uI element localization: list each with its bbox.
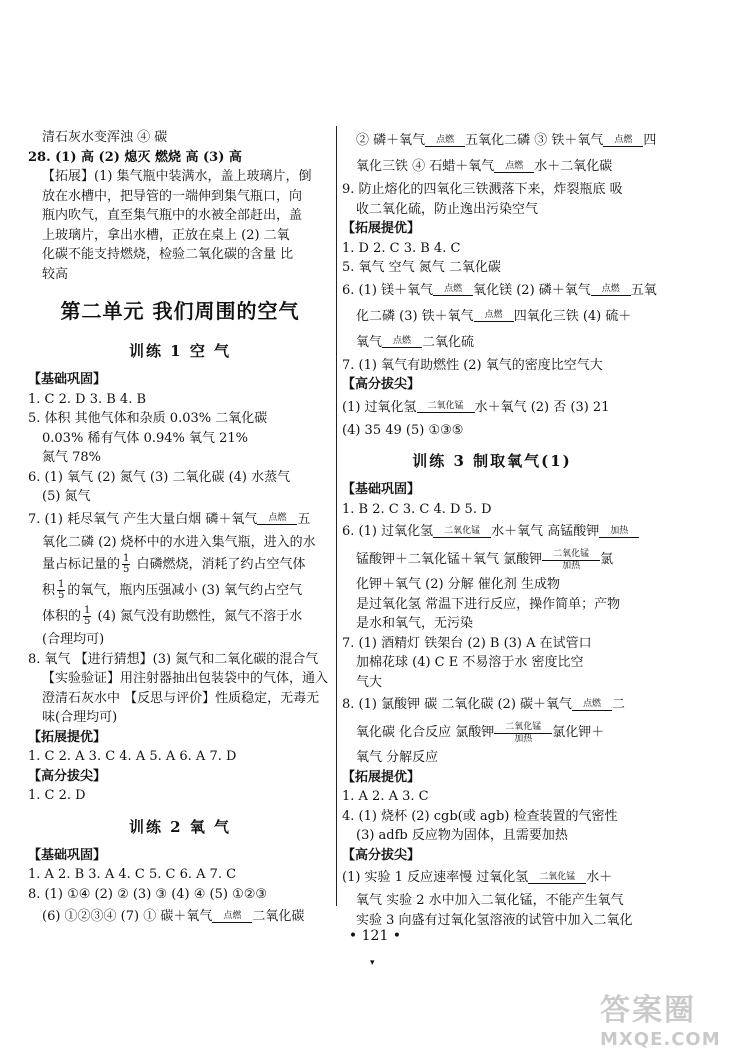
text-line: 瓶内吹气，直至集气瓶中的水被全部赶出，盖 bbox=[42, 208, 303, 223]
unit-title: 第二单元 我们周围的空气 bbox=[60, 299, 300, 323]
reaction-line bbox=[28, 904, 332, 930]
fraction-line bbox=[28, 604, 332, 630]
section-label: 【高分拔尖】 bbox=[342, 847, 421, 863]
text-line: 澄清石灰水中 【反思与评价】性质稳定，无毒无 bbox=[42, 690, 320, 706]
text-fragment: 二氧化碳 bbox=[252, 909, 305, 924]
text-fragment: 6. (1) 镁＋氧气 bbox=[342, 282, 434, 298]
reaction-condition: 二氧化锰 bbox=[539, 871, 576, 882]
text-line: 收二氧化硫，防止逸出污染空气 bbox=[356, 201, 539, 217]
text-line: 氮气 78% bbox=[42, 450, 102, 465]
reaction-condition-below: 加热 bbox=[514, 733, 533, 744]
text-fragment: 6. (1) 过氧化氢 bbox=[342, 524, 434, 539]
fraction-line bbox=[28, 578, 332, 604]
reaction-bar bbox=[603, 146, 643, 147]
column-divider bbox=[336, 126, 337, 906]
text-fragment: 五氧 bbox=[630, 282, 657, 298]
text-line: 28. (1) 高 (2) 熄灭 燃烧 高 (3) 高 bbox=[28, 149, 242, 165]
reaction-condition: 点燃 bbox=[268, 513, 287, 523]
text-line: 清石灰水变浑浊 ④ 碳 bbox=[42, 130, 168, 145]
reaction-arrow bbox=[382, 336, 422, 348]
training-title: 训练 3 制取氧气(1) bbox=[412, 452, 572, 470]
text-line: 氧气 实验 2 水中加入二氧化锰，不能产生氧气 bbox=[356, 893, 624, 908]
text-line: 1. C 2. A 3. C 4. A 5. A 6. A 7. D bbox=[28, 749, 237, 764]
text-line: 较高 bbox=[42, 266, 69, 282]
text-line: 氧化二磷 (2) 烧杯中的水进入集气瓶，进入的水 bbox=[42, 534, 316, 550]
text-fragment: 8. (1) 氯酸钾 碳 二氧化碳 (2) 碳＋氧气 bbox=[342, 697, 573, 712]
text-line: 7. (1) 氧气有助燃性 (2) 氧气的密度比空气大 bbox=[342, 357, 603, 373]
watermark-text: 答案圈 bbox=[600, 993, 696, 1028]
fraction-numerator: 1 bbox=[84, 605, 91, 616]
text-fragment: 氯 bbox=[600, 552, 614, 567]
reaction-condition: 二氧化锰 bbox=[444, 525, 481, 536]
text-line: 5. 体积 其他气体和杂质 0.03% 二氧化碳 bbox=[28, 411, 268, 426]
reaction-condition: 点燃 bbox=[223, 910, 242, 921]
reaction-condition: 二氧化锰 bbox=[505, 721, 542, 732]
reaction-condition: 二氧化锰 bbox=[427, 401, 464, 411]
fraction-one-fifth bbox=[57, 580, 65, 601]
fraction-denominator: 5 bbox=[84, 616, 91, 627]
reaction-condition: 点燃 bbox=[484, 310, 503, 320]
reaction-bar bbox=[474, 321, 514, 322]
reaction-bar bbox=[599, 537, 639, 538]
text-fragment: 氯化钾＋ bbox=[552, 725, 605, 740]
reaction-bar bbox=[572, 710, 612, 711]
text-line: 0.03% 稀有气体 0.94% 氧气 21% bbox=[42, 430, 249, 446]
reaction-line bbox=[342, 692, 642, 718]
text-line: 4. (1) 烧杯 (2) cgb(或 agb) 检查装置的气密性 bbox=[342, 808, 618, 824]
reaction-bar bbox=[417, 412, 475, 413]
text-fragment: 二 bbox=[612, 697, 626, 712]
text-fragment: 化二磷 (3) 铁＋氧气 bbox=[356, 308, 474, 324]
text-fragment: 水＋氧气 高锰酸钾 bbox=[491, 524, 600, 539]
text-fragment: 五氧化二磷 ③ 铁＋氧气 bbox=[465, 133, 604, 148]
reaction-arrow bbox=[572, 699, 612, 711]
fraction-one-fifth bbox=[122, 554, 130, 575]
text-line: 上玻璃片，拿出水槽，正放在桌上 (2) 二氧 bbox=[42, 227, 290, 243]
reaction-arrow bbox=[425, 135, 465, 147]
reaction-line bbox=[28, 507, 332, 533]
reaction-arrow bbox=[591, 284, 631, 296]
training-title: 训练 2 氧 气 bbox=[128, 817, 232, 836]
reaction-arrow bbox=[257, 513, 297, 525]
text-fragment: 氧化三铁 ④ 石蜡＋氧气 bbox=[356, 159, 495, 174]
reaction-arrow bbox=[212, 911, 252, 923]
reaction-arrow bbox=[417, 401, 475, 413]
text-line: 1. C 2. D 3. B 4. B bbox=[28, 391, 147, 407]
reaction-condition: 点燃 bbox=[444, 284, 463, 294]
reaction-line bbox=[342, 718, 642, 748]
text-fragment: (6) ①②③④ (7) ① 碳＋氧气 bbox=[42, 909, 213, 924]
text-fragment: 的氧气，瓶内压强减小 (3) 氧气约占空气 bbox=[67, 583, 303, 598]
reaction-bar bbox=[433, 537, 491, 538]
text-fragment: 7. (1) 耗尽氧气 产生大量白烟 磷＋氧气 bbox=[28, 511, 258, 527]
text-line: 是水和氧气，无污染 bbox=[356, 616, 474, 631]
reaction-bar bbox=[382, 347, 422, 348]
text-fragment: 积 bbox=[42, 583, 56, 598]
reaction-condition: 点燃 bbox=[614, 134, 633, 145]
left-column bbox=[28, 128, 332, 930]
text-fragment: 水＋ bbox=[586, 870, 613, 885]
section-label: 【拓展提优】 bbox=[342, 769, 421, 785]
reaction-arrow bbox=[599, 526, 639, 538]
reaction-bar bbox=[591, 295, 631, 296]
reaction-line bbox=[342, 128, 657, 154]
small-dot-icon: ▾ bbox=[370, 958, 375, 968]
reaction-arrow bbox=[528, 872, 586, 884]
text-fragment: (4) 氮气没有助燃性，氮气不溶于水 bbox=[93, 609, 303, 624]
fraction-one-fifth bbox=[83, 606, 91, 627]
text-fragment: 二氧化硫 bbox=[422, 334, 475, 350]
watermark-url: MXQE.COM bbox=[600, 1029, 721, 1050]
page-number: • 121 • bbox=[348, 928, 402, 944]
fraction-denominator: 5 bbox=[58, 590, 65, 601]
text-line: (4) 35 49 (5) ①③⑤ bbox=[342, 422, 464, 438]
text-line: 放在水槽中，把导管的一端伸到集气瓶口，向 bbox=[42, 188, 303, 204]
text-line: (5) 氮气 bbox=[42, 489, 91, 504]
text-fragment: 五 bbox=[297, 511, 311, 527]
right-column bbox=[342, 128, 657, 930]
text-line: 化钾＋氧气 (2) 分解 催化剂 生成物 bbox=[356, 577, 560, 592]
reaction-arrow bbox=[494, 161, 534, 173]
text-line: 9. 防止熔化的四氧化三铁溅落下来，炸裂瓶底 吸 bbox=[342, 182, 623, 197]
text-fragment: (1) 过氧化氢 bbox=[342, 399, 417, 415]
reaction-condition: 点燃 bbox=[393, 336, 412, 346]
text-line: 8. 氧气 【进行猜想】(3) 氮气和二氧化碳的混合气 bbox=[28, 651, 319, 667]
text-fragment: 量占标记量的 bbox=[42, 557, 121, 572]
section-label: 【拓展提优】 bbox=[28, 729, 107, 745]
text-line: (合理均可) bbox=[42, 632, 105, 647]
text-line: 5. 氧气 空气 氮气 二氧化碳 bbox=[342, 260, 501, 275]
text-line: 1. D 2. C 3. B 4. C bbox=[342, 240, 461, 256]
fraction-line bbox=[28, 552, 332, 578]
section-label: 【拓展提优】 bbox=[342, 221, 421, 236]
reaction-arrow bbox=[603, 135, 643, 147]
section-label: 【高分拔尖】 bbox=[342, 377, 421, 392]
text-line: 1. A 2. B 3. A 4. C 5. C 6. A 7. C bbox=[28, 867, 237, 882]
reaction-line bbox=[342, 330, 642, 356]
text-line: (3) adfb 反应物为固体，且需要加热 bbox=[356, 828, 568, 843]
text-fragment: ② 磷＋氧气 bbox=[356, 133, 426, 148]
text-fragment: 白磷燃烧，消耗了约占空气体 bbox=[132, 557, 306, 572]
reaction-condition: 二氧化锰 bbox=[553, 548, 590, 559]
text-line: 实验 3 向盛有过氧化氢溶液的试管中加入二氧化 bbox=[356, 912, 633, 928]
text-line: 味(合理均可) bbox=[42, 710, 118, 725]
reaction-line bbox=[342, 545, 642, 575]
text-line: 【实验验证】用注射器抽出包装袋中的气体，通入 bbox=[42, 671, 329, 686]
text-fragment: 四氧化三铁 (4) 硫＋ bbox=[513, 308, 632, 324]
text-line: 气大 bbox=[356, 674, 383, 690]
reaction-condition: 点燃 bbox=[436, 134, 455, 145]
reaction-line bbox=[342, 154, 642, 180]
reaction-condition: 加热 bbox=[610, 525, 629, 536]
text-fragment: 体积的 bbox=[42, 609, 82, 624]
text-line: 1. A 2. A 3. C bbox=[342, 789, 429, 804]
section-label: 【基础巩固】 bbox=[342, 482, 421, 497]
training-title: 训练 1 空 气 bbox=[128, 342, 232, 360]
reaction-arrow bbox=[433, 526, 491, 538]
fraction-denominator: 5 bbox=[123, 564, 130, 575]
text-line: 7. (1) 酒精灯 铁架台 (2) B (3) A 在试管口 bbox=[342, 635, 592, 651]
reaction-bar bbox=[257, 524, 297, 525]
text-fragment: 氧气 bbox=[356, 334, 383, 350]
text-line: 1. B 2. C 3. C 4. D 5. D bbox=[342, 501, 492, 517]
reaction-condition: 点燃 bbox=[505, 160, 524, 171]
text-line: 是过氧化氢 常温下进行反应，操作简单；产物 bbox=[356, 596, 621, 612]
text-fragment: (1) 实验 1 反应速率慢 过氧化氢 bbox=[342, 870, 529, 885]
text-fragment: 氧化碳 化合反应 氯酸钾 bbox=[356, 725, 495, 740]
reaction-condition-below: 加热 bbox=[562, 560, 581, 571]
reaction-arrow bbox=[433, 284, 473, 296]
text-line: 【拓展】(1) 集气瓶中装满水，盖上玻璃片，倒 bbox=[42, 169, 312, 184]
reaction-line bbox=[342, 395, 642, 421]
text-line: 8. (1) ①④ (2) ② (3) ③ (4) ④ (5) ①②③ bbox=[28, 886, 268, 902]
section-label: 【基础巩固】 bbox=[28, 372, 107, 387]
text-fragment: 水＋二氧化碳 bbox=[534, 159, 613, 174]
reaction-line bbox=[342, 519, 642, 545]
fraction-numerator: 1 bbox=[123, 553, 130, 564]
text-line: 加棉花球 (4) C E 不易溶于水 密度比空 bbox=[356, 655, 584, 670]
reaction-line bbox=[342, 865, 642, 891]
text-fragment: 氧化镁 (2) 磷＋氧气 bbox=[473, 282, 591, 298]
reaction-bar bbox=[212, 922, 252, 923]
text-fragment: 锰酸钾＋二氧化锰＋氧气 氯酸钾 bbox=[356, 552, 543, 567]
section-label: 【基础巩固】 bbox=[28, 847, 107, 863]
reaction-condition: 点燃 bbox=[583, 698, 602, 709]
text-line: 6. (1) 氧气 (2) 氮气 (3) 二氧化碳 (4) 水蒸气 bbox=[28, 469, 291, 485]
text-fragment: 四 bbox=[643, 133, 657, 148]
reaction-line bbox=[342, 304, 642, 330]
text-line: 氧气 分解反应 bbox=[356, 750, 439, 765]
watermark-logo bbox=[600, 985, 740, 1050]
reaction-arrow bbox=[474, 310, 514, 322]
text-line: 1. C 2. D bbox=[28, 788, 86, 803]
fraction-numerator: 1 bbox=[58, 579, 65, 590]
reaction-line bbox=[342, 278, 657, 304]
reaction-bar bbox=[528, 883, 586, 884]
text-fragment: 水＋氧气 (2) 否 (3) 21 bbox=[474, 399, 610, 415]
reaction-bar bbox=[425, 146, 465, 147]
reaction-condition: 点燃 bbox=[601, 284, 620, 294]
reaction-bar bbox=[494, 172, 534, 173]
reaction-bar bbox=[433, 295, 473, 296]
section-label: 【高分拔尖】 bbox=[28, 768, 107, 784]
reaction-arrow bbox=[494, 722, 552, 744]
text-line: 化碳不能支持燃烧，检验二氧化碳的含量 比 bbox=[42, 247, 294, 262]
reaction-arrow bbox=[542, 549, 600, 571]
